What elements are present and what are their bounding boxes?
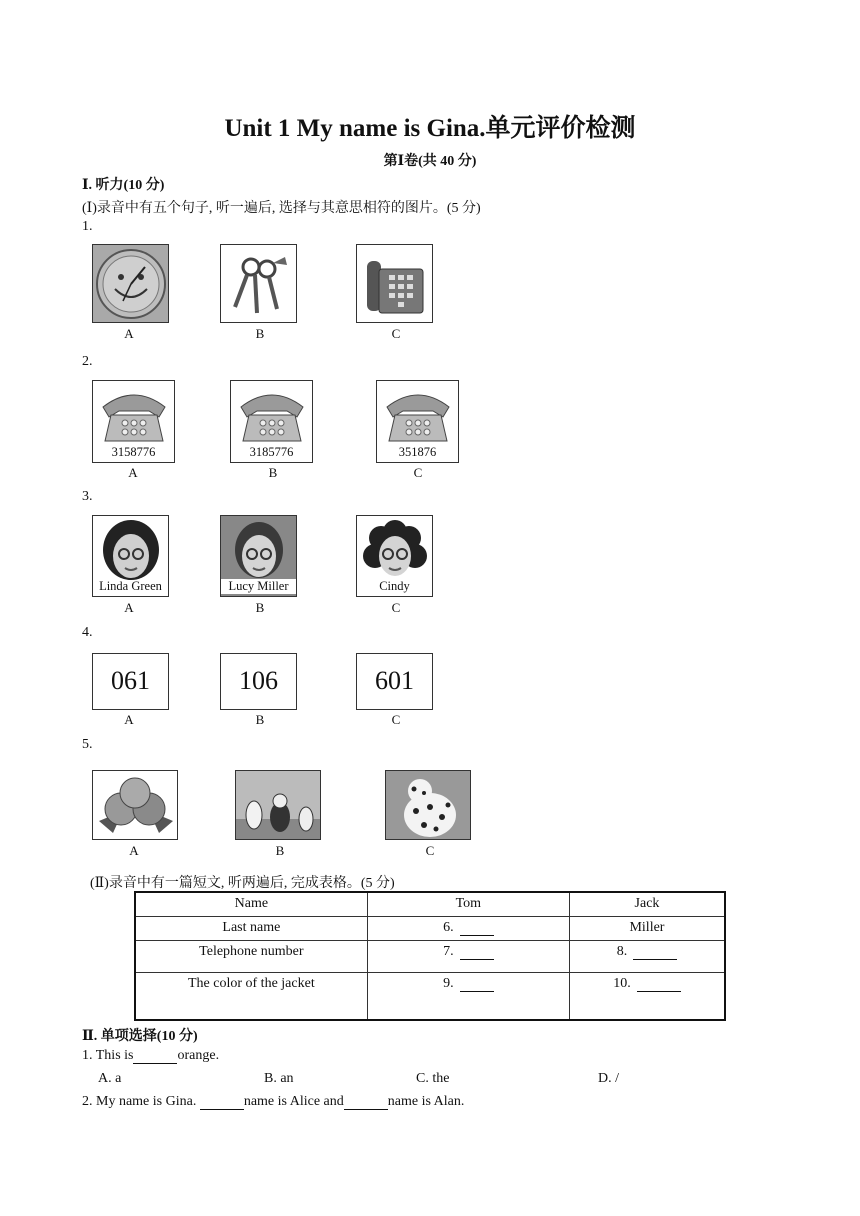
dalmatian-icon — [385, 770, 471, 840]
option-letter: C — [391, 326, 401, 341]
option-letter: B — [275, 843, 285, 858]
blank-cell — [367, 972, 569, 1020]
blank-cell — [367, 916, 569, 940]
table-row — [135, 940, 725, 972]
choice-option: D. / — [598, 1071, 619, 1086]
choice-option: C. the — [416, 1071, 450, 1086]
answer-blank[interactable] — [200, 1095, 244, 1110]
portrait-caption: Linda Green — [99, 579, 162, 593]
choice-option: B. an — [264, 1071, 294, 1086]
table-cell: Last name — [135, 916, 367, 940]
question-number: 3. — [82, 489, 93, 504]
blank-number: 8. — [616, 943, 628, 959]
option-letter: C — [425, 843, 435, 858]
phone-icon — [92, 380, 175, 463]
table-header-cell: Tom — [367, 892, 569, 916]
table-cell: Telephone number — [135, 940, 367, 972]
blank-cell — [569, 972, 725, 1020]
dogs-icon — [235, 770, 321, 840]
table-row — [135, 916, 725, 940]
number-card-text: 061 — [111, 666, 150, 695]
telephone-icon — [356, 244, 433, 323]
question-number: 4. — [82, 625, 93, 640]
choice-question-2 — [82, 1094, 464, 1110]
table-header-row — [135, 892, 725, 916]
oranges-icon — [92, 770, 178, 840]
girl-portrait-icon — [220, 515, 297, 597]
answer-blank[interactable] — [460, 945, 494, 960]
portrait-caption: Cindy — [379, 579, 410, 593]
volume-subtitle: 第Ⅰ卷(共 40 分) — [383, 154, 477, 169]
question-number: 1. — [82, 219, 93, 234]
blank-number: 10. — [613, 975, 631, 991]
portrait-caption: Lucy Miller — [221, 579, 296, 594]
question-text: 1. This is — [82, 1048, 134, 1063]
blank-cell — [367, 940, 569, 972]
number-card-text: 106 — [239, 666, 278, 695]
question-text: name is Alan. — [387, 1094, 465, 1109]
answer-blank[interactable] — [344, 1095, 388, 1110]
phone-number-caption: 3185776 — [249, 445, 294, 459]
question-text: 2. My name is Gina. — [82, 1094, 197, 1109]
table-header-cell: Name — [135, 892, 367, 916]
number-card-text: 601 — [375, 666, 414, 695]
blank-number: 9. — [443, 975, 454, 991]
clock-icon — [92, 244, 169, 323]
phone-icon — [230, 380, 313, 463]
phone-icon — [376, 380, 459, 463]
part2-instruction: (Ⅱ)录音中有一篇短文, 听两遍后, 完成表格。(5 分) — [90, 876, 395, 891]
option-letter: B — [255, 600, 265, 615]
choice-question-1 — [82, 1048, 219, 1064]
option-letter: B — [268, 465, 278, 480]
question-text: name is Alice and — [243, 1094, 344, 1109]
option-letter: B — [255, 712, 265, 727]
table-cell: The color of the jacket — [135, 972, 367, 1020]
page-title: Unit 1 My name is Gina.单元评价检测 — [224, 115, 636, 142]
answer-blank[interactable] — [133, 1049, 177, 1064]
part1-instruction: (Ⅰ)录音中有五个句子, 听一遍后, 选择与其意思相符的图片。(5 分) — [82, 201, 481, 216]
option-letter: C — [391, 712, 401, 727]
phone-number-caption: 351876 — [398, 445, 437, 459]
phone-number-caption: 3158776 — [111, 445, 156, 459]
answer-blank[interactable] — [460, 921, 494, 936]
keys-icon — [220, 244, 297, 323]
info-table — [134, 891, 726, 1021]
girl-portrait-icon — [356, 515, 433, 597]
question-number: 5. — [82, 737, 93, 752]
section-heading-listening: Ⅰ. 听力(10 分) — [82, 178, 165, 193]
option-letter: C — [391, 600, 401, 615]
option-letter: B — [255, 326, 265, 341]
option-letter: C — [413, 465, 423, 480]
option-letter: A — [129, 843, 139, 858]
table-cell: Miller — [569, 916, 725, 940]
number-card — [356, 653, 433, 710]
number-card — [92, 653, 169, 710]
number-card — [220, 653, 297, 710]
option-letter: A — [124, 712, 134, 727]
option-letter: A — [124, 326, 134, 341]
choice-option: A. a — [98, 1071, 122, 1086]
option-letter: A — [124, 600, 134, 615]
question-text: orange. — [177, 1048, 220, 1063]
answer-blank[interactable] — [633, 945, 677, 960]
table-header-cell: Jack — [569, 892, 725, 916]
table-row — [135, 972, 725, 1020]
section-heading-choice: Ⅱ. 单项选择(10 分) — [82, 1029, 198, 1044]
option-letter: A — [128, 465, 138, 480]
answer-blank[interactable] — [460, 977, 494, 992]
blank-cell — [569, 940, 725, 972]
blank-number: 7. — [443, 943, 454, 959]
blank-number: 6. — [443, 919, 454, 935]
answer-blank[interactable] — [637, 977, 681, 992]
question-number: 2. — [82, 354, 93, 369]
girl-portrait-icon — [92, 515, 169, 597]
